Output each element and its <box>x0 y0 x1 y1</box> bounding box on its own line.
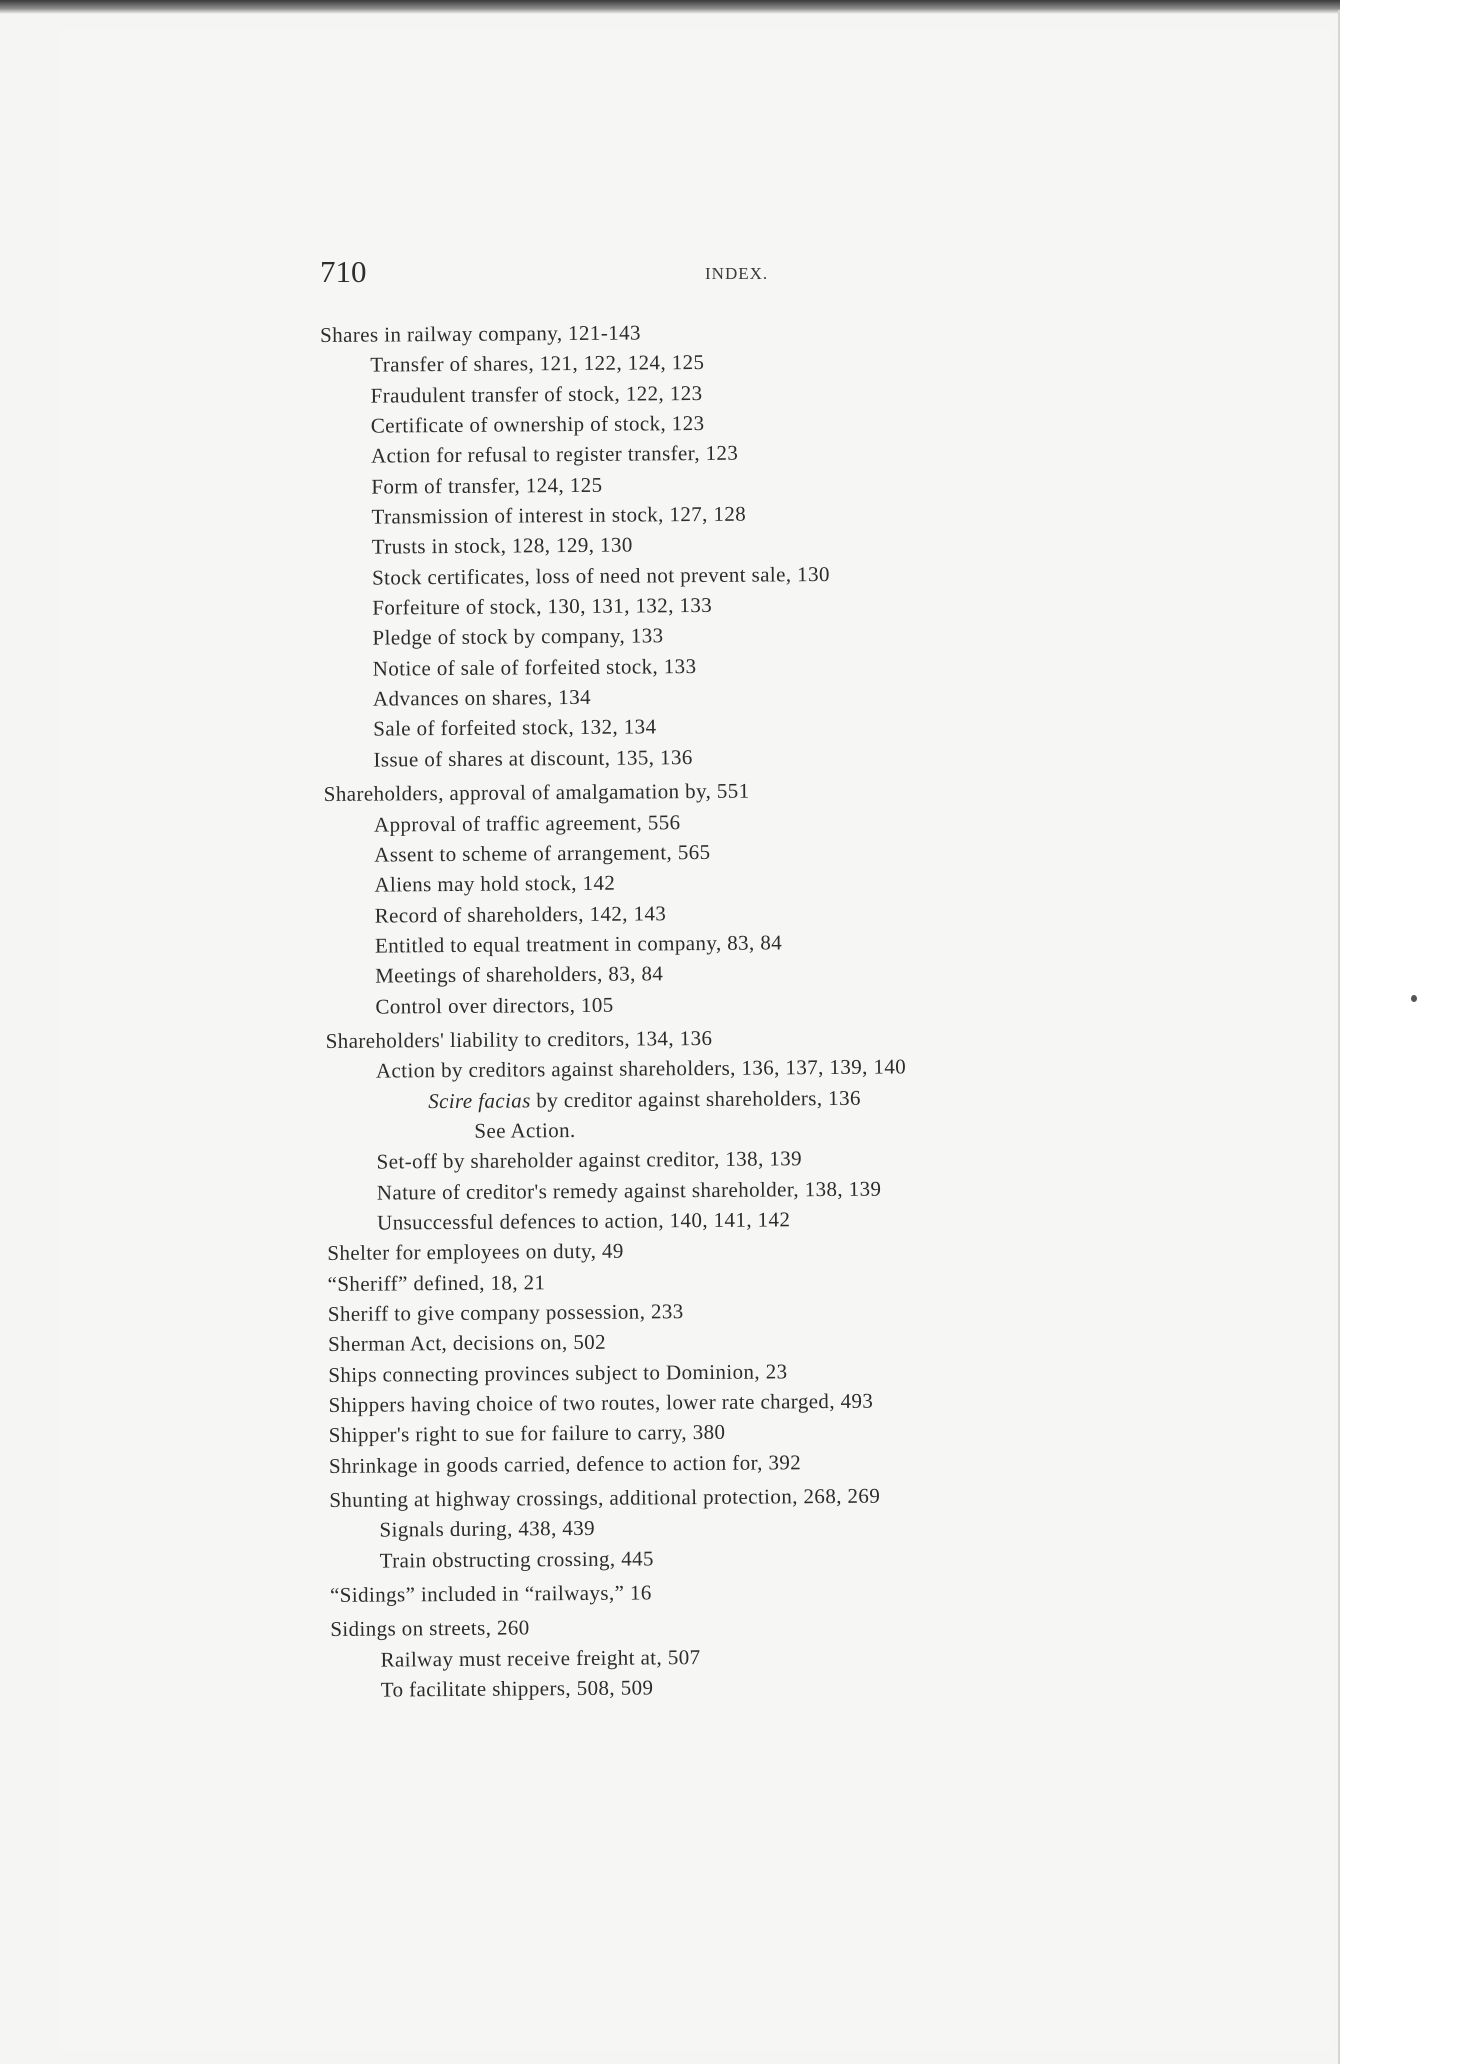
entry-text: Entitled to equal treatment in company, 83, 84 <box>374 930 783 958</box>
entry-text: Issue of shares at discount, 135, 136 <box>373 744 693 772</box>
entry-text: Train obstructing crossing, 445 <box>379 1546 654 1573</box>
entry-text: Fraudulent transfer of stock, 122, 123 <box>370 380 703 408</box>
index-entries <box>320 313 1231 1705</box>
entry-text: Shelter for employees on duty, 49 <box>327 1238 624 1266</box>
entry-text: Forfeiture of stock, 130, 131, 132, 133 <box>372 593 713 620</box>
entry-italic-term: Scire facias <box>428 1087 531 1113</box>
entry-text: Stock certificates, loss of need not prevent sale, 130 <box>371 561 830 590</box>
entry-text: Record of shareholders, 142, 143 <box>374 900 667 928</box>
scan-right-margin <box>1340 0 1480 2064</box>
entry-text: Ships connecting provinces subject to Dominion, 23 <box>328 1359 788 1387</box>
entry-text: Nature of creditor's remedy against shareholder, 138, 139 <box>376 1176 882 1205</box>
entry-text: Sidings on streets, 260 <box>330 1615 530 1642</box>
entry-text: Unsuccessful defences to action, 140, 141, 142 <box>376 1207 791 1235</box>
entry-text: Shareholders' liability to creditors, 134, 136 <box>325 1025 713 1053</box>
entry-text: Certificate of ownership of stock, 123 <box>370 411 705 438</box>
entry-text: “Sheriff” defined, 18, 21 <box>327 1269 546 1296</box>
entry-text: Notice of sale of forfeited stock, 133 <box>372 653 697 681</box>
page-header <box>320 254 800 294</box>
entry-text: Aliens may hold stock, 142 <box>374 870 616 897</box>
entry-text: Signals during, 438, 439 <box>379 1516 596 1542</box>
entry-text: Sheriff to give company possession, 233 <box>327 1299 684 1326</box>
entry-text: Railway must receive freight at, 507 <box>380 1644 701 1672</box>
entry-text: Transmission of interest in stock, 127, 128 <box>371 501 747 529</box>
entry-text: Transfer of shares, 121, 122, 124, 125 <box>370 350 705 377</box>
index-entry <box>329 1444 1229 1481</box>
entry-text: Sale of forfeited stock, 132, 134 <box>373 714 657 742</box>
page-number: 710 <box>320 254 367 289</box>
running-head: INDEX. <box>705 264 769 283</box>
entry-text: Shrinkage in goods carried, defence to action for, 392 <box>328 1449 802 1478</box>
entry-text: Meetings of shareholders, 83, 84 <box>375 961 664 988</box>
index-subentry <box>375 984 1225 1021</box>
entry-text: “Sidings” included in “railways,” 16 <box>329 1580 652 1608</box>
entry-text: To facilitate shippers, 508, 509 <box>380 1675 654 1702</box>
index-entry <box>330 1573 1230 1610</box>
entry-text: Trusts in stock, 128, 129, 130 <box>371 532 633 560</box>
entry-text: Shares in railway company, 121-143 <box>320 320 641 347</box>
entry-text: Shipper's right to sue for failure to carry, 380 <box>328 1420 726 1448</box>
entry-text: Action by creditors against shareholders, 136, 137, 139, 140 <box>375 1054 907 1083</box>
index-subentry <box>373 738 1223 775</box>
entry-text: Assent to scheme of arrangement, 565 <box>374 839 711 867</box>
entry-text: Form of transfer, 124, 125 <box>371 472 603 499</box>
entry-text: Set-off by shareholder against creditor, 138, 139 <box>376 1146 803 1174</box>
entry-text: Advances on shares, 134 <box>372 685 592 711</box>
entry-text: Action for refusal to register transfer, 123 <box>370 441 739 468</box>
entry-text: See Action. <box>474 1117 576 1143</box>
scan-speck <box>1411 995 1417 1002</box>
entry-text: Pledge of stock by company, 133 <box>372 623 664 651</box>
entry-text: Sherman Act, decisions on, 502 <box>327 1330 607 1357</box>
entry-text: Shippers having choice of two routes, lower rate charged, 493 <box>328 1388 874 1417</box>
entry-text: Control over directors, 105 <box>375 992 614 1019</box>
entry-text: by creditor against shareholders, 136 <box>530 1085 861 1112</box>
entry-text: Shunting at highway crossings, additional protection, 268, 269 <box>329 1483 881 1513</box>
scan-top-edge <box>0 0 1360 14</box>
index-subentry <box>380 1539 1230 1576</box>
entry-text: Shareholders, approval of amalgamation by, 551 <box>323 778 750 807</box>
entry-text: Approval of traffic agreement, 556 <box>373 809 681 837</box>
